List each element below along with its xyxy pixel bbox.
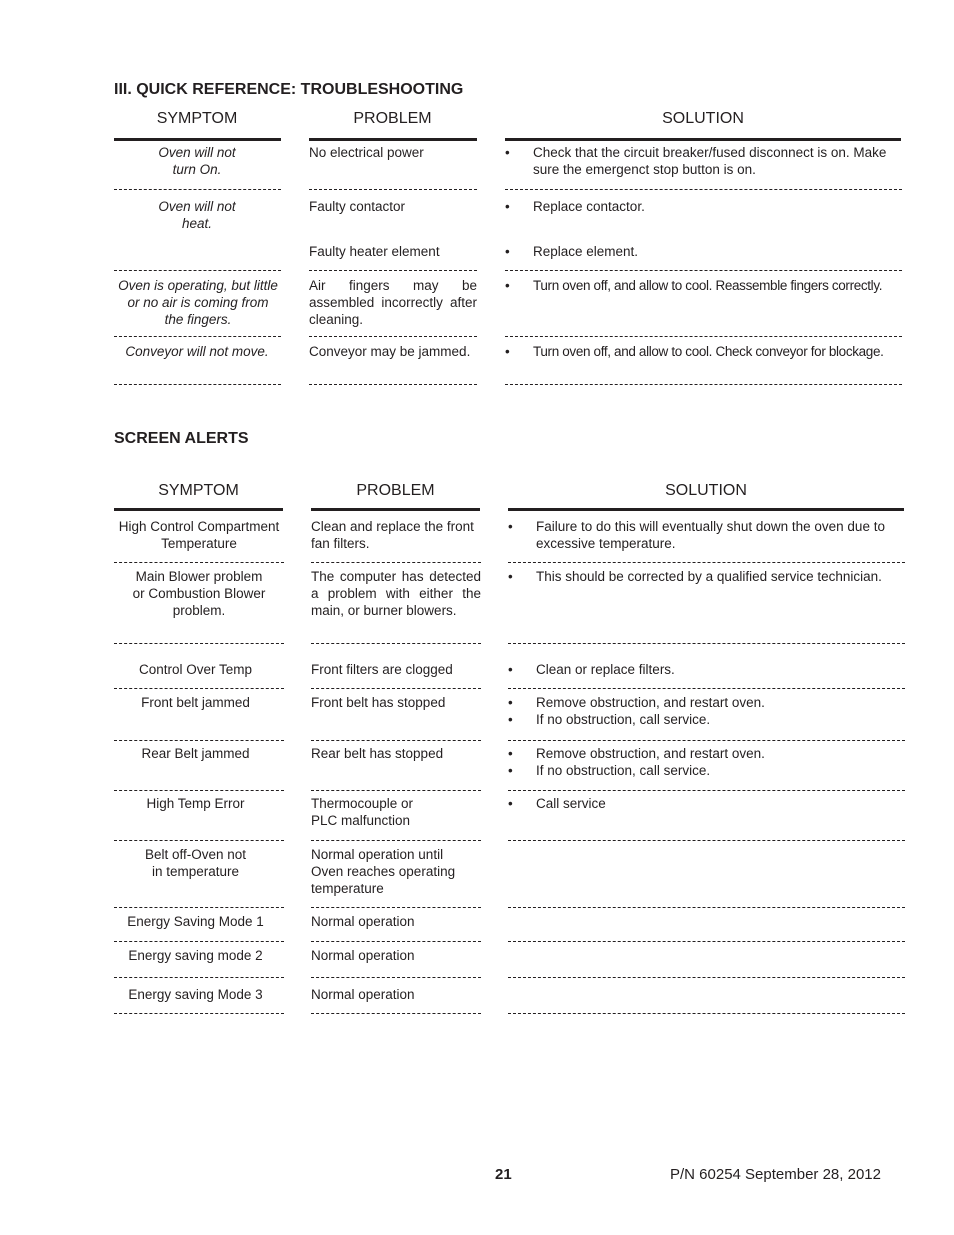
- symptom-cell: Belt off-Oven not in temperature: [144, 847, 247, 879]
- solution-item: • Replace contactor.: [505, 199, 645, 214]
- solution-list: • Remove obstruction, and restart oven. • If no obstruction, call service.: [508, 695, 765, 727]
- header-rule: [114, 508, 283, 511]
- row-divider: [311, 907, 481, 908]
- row-divider: [508, 840, 905, 841]
- problem-cell: Normal operation: [311, 914, 415, 929]
- row-divider: [114, 941, 284, 942]
- problem-cell: Air fingers may be assembled incorrectly after cleaning.: [309, 278, 477, 327]
- symptom-cell: Rear Belt jammed: [141, 746, 250, 761]
- row-divider: [309, 384, 477, 385]
- solution-list: • Remove obstruction, and restart oven. • If no obstruction, call service.: [508, 746, 765, 778]
- row-divider: [311, 1013, 481, 1014]
- problem-cell: Normal operation: [311, 948, 415, 963]
- problem-cell: Faulty heater element: [309, 244, 440, 259]
- section-title-troubleshooting: III. QUICK REFERENCE: TROUBLESHOOTING: [114, 81, 464, 98]
- header-rule: [508, 508, 904, 511]
- problem-cell: Rear belt has stopped: [311, 746, 444, 761]
- problem-cell: Front belt has stopped: [311, 695, 446, 710]
- row-divider: [114, 562, 284, 563]
- row-divider: [114, 840, 284, 841]
- problem-cell: Normal operation: [311, 987, 415, 1002]
- row-divider: [311, 840, 481, 841]
- row-divider: [508, 688, 905, 689]
- solution-item: • Turn oven off, and allow to cool. Reassemble fingers correctly.: [505, 278, 883, 293]
- solution-item: • Replace element.: [505, 244, 639, 259]
- row-divider: [309, 336, 477, 337]
- symptom-cell: Oven will not heat.: [158, 199, 236, 231]
- symptom-cell: Energy saving mode 2: [128, 948, 263, 963]
- row-divider: [114, 688, 284, 689]
- row-divider: [508, 977, 905, 978]
- row-divider: [114, 740, 284, 741]
- page-number: 21: [495, 1166, 512, 1183]
- symptom-cell: Oven is operating, but little or no air is coming from the fingers.: [118, 278, 278, 327]
- row-divider: [311, 740, 481, 741]
- row-divider: [114, 189, 281, 190]
- symptom-cell: Main Blower problem or Combustion Blower problem.: [132, 569, 266, 618]
- header-rule: [505, 138, 901, 141]
- row-divider: [114, 907, 284, 908]
- row-divider: [114, 643, 284, 644]
- row-divider: [114, 790, 284, 791]
- symptom-cell: Control Over Temp: [138, 662, 253, 677]
- row-divider: [505, 189, 902, 190]
- row-divider: [311, 941, 481, 942]
- row-divider: [505, 336, 902, 337]
- solution-item: • Turn oven off, and allow to cool. Check conveyor for blockage.: [505, 344, 884, 359]
- symptom-cell: Oven will not turn On.: [158, 145, 236, 177]
- problem-cell: Front filters are clogged: [311, 662, 453, 677]
- part-number-date: P/N 60254 September 28, 2012: [670, 1166, 881, 1183]
- col-header-symptom: SYMPTOM: [158, 482, 239, 499]
- problem-cell: Faulty contactor: [309, 199, 406, 214]
- solution-item: • This should be corrected by a qualified service technician.: [508, 569, 882, 584]
- solution-item: • Call service: [508, 796, 606, 811]
- col-header-problem: PROBLEM: [356, 482, 435, 499]
- problem-cell: Thermocouple or PLC malfunction: [311, 796, 414, 828]
- symptom-cell: High Temp Error: [146, 796, 245, 811]
- solution-item: • Check that the circuit breaker/fused disconnect is on. Make sure the emergenct stop button is on.: [505, 145, 887, 177]
- row-divider: [508, 941, 905, 942]
- header-rule: [309, 138, 477, 141]
- col-header-problem: PROBLEM: [353, 110, 432, 127]
- row-divider: [508, 740, 905, 741]
- header-rule: [114, 138, 281, 141]
- problem-cell: Clean and replace the front fan filters.: [311, 519, 474, 551]
- header-rule: [311, 508, 480, 511]
- symptom-cell: Conveyor will not move.: [125, 344, 269, 359]
- row-divider: [311, 643, 481, 644]
- symptom-cell: Front belt jammed: [141, 695, 250, 710]
- symptom-cell: Energy saving Mode 3: [128, 987, 263, 1002]
- row-divider: [508, 643, 905, 644]
- col-header-symptom: SYMPTOM: [156, 110, 238, 127]
- col-header-solution: SOLUTION: [662, 110, 744, 127]
- row-divider: [505, 270, 902, 271]
- symptom-cell: High Control Compartment Temperature: [118, 519, 280, 551]
- symptom-cell: Energy Saving Mode 1: [127, 914, 264, 929]
- problem-cell: Normal operation until Oven reaches operating temperature: [311, 847, 456, 896]
- problem-cell: The computer has detected a problem with either the main, or burner blowers.: [311, 569, 481, 618]
- row-divider: [309, 189, 477, 190]
- row-divider: [508, 907, 905, 908]
- section-title-screen-alerts: SCREEN ALERTS: [114, 430, 249, 447]
- row-divider: [114, 977, 284, 978]
- row-divider: [114, 384, 281, 385]
- row-divider: [311, 688, 481, 689]
- row-divider: [311, 562, 481, 563]
- problem-cell: Conveyor may be jammed.: [309, 344, 471, 359]
- row-divider: [311, 790, 481, 791]
- problem-cell: No electrical power: [309, 145, 424, 160]
- row-divider: [311, 977, 481, 978]
- row-divider: [114, 270, 281, 271]
- row-divider: [505, 384, 902, 385]
- col-header-solution: SOLUTION: [665, 482, 747, 499]
- row-divider: [114, 336, 281, 337]
- row-divider: [309, 270, 477, 271]
- row-divider: [114, 1013, 284, 1014]
- solution-item: • Clean or replace filters.: [508, 662, 675, 677]
- row-divider: [508, 1013, 905, 1014]
- row-divider: [508, 790, 905, 791]
- row-divider: [508, 562, 905, 563]
- solution-item: • Failure to do this will eventually shut down the oven due to excessive temperature.: [508, 519, 885, 551]
